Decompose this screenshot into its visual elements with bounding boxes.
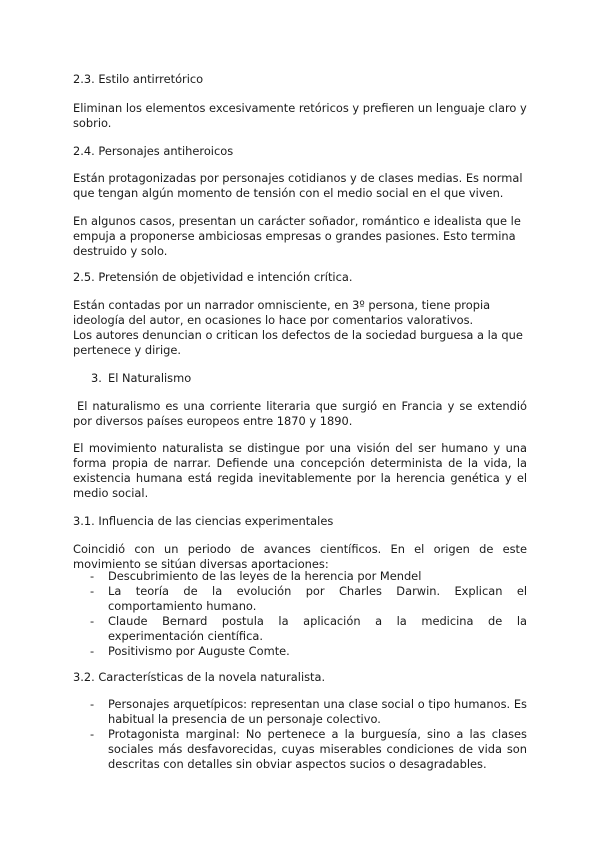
paragraph-3-a: El naturalismo es una corriente literaria que surgió en Francia y se extendió por diversos países europeos entre 1870 y 1890.	[73, 399, 527, 428]
paragraph-3-b: El movimiento naturalista se distingue por una visión del ser humano y una forma propia de narrar. Defiende una concepción determinista de la vida, la existencia humana está regida inevitablemente por la herencia genética y el medio social.	[73, 441, 527, 500]
heading-3-number: 3.	[91, 371, 102, 385]
paragraph-2-4-a: Están protagonizadas por personajes cotidianos y de clases medias. Es normal que tengan algún momento de tensión con el medio social en el que viven.	[73, 171, 523, 200]
paragraph-2-5-a: Están contadas por un narrador omnisciente, en 3º persona, tiene propia ideología del autor, en ocasiones lo hace por comentarios valorativos.	[73, 298, 491, 327]
list-item: - Claude Bernard postula la aplicación a la medicina de la experimentación científica.	[88, 614, 527, 644]
list-item: - Protagonista marginal: No pertenece a la burguesía, sino a las clases sociales más desfavorecidas, cuyas miserables condiciones de vida son descritas con detalles sin obviar aspectos sucios o desagradables.	[88, 727, 527, 772]
list-item: - Positivismo por Auguste Comte.	[88, 644, 527, 659]
heading-3-1: 3.1. Influencia de las ciencias experimentales	[73, 514, 334, 528]
heading-3-title: El Naturalismo	[108, 371, 192, 385]
heading-2-5: 2.5. Pretensión de objetividad e intención crítica.	[73, 270, 353, 284]
list-item: - Descubrimiento de las leyes de la herencia por Mendel	[88, 569, 527, 584]
list-3-1	[88, 569, 527, 659]
list-item: - Personajes arquetípicos: representan una clase social o tipo humanos. Es habitual la presencia de un personaje colectivo.	[88, 697, 527, 727]
list-item: - La teoría de la evolución por Charles Darwin. Explican el comportamiento humano.	[88, 584, 527, 614]
list-3-2	[88, 697, 527, 772]
heading-2-3: 2.3. Estilo antirretórico	[73, 72, 204, 86]
paragraph-2-3: Eliminan los elementos excesivamente retóricos y prefieren un lenguaje claro y sobrio.	[73, 101, 527, 130]
heading-2-4: 2.4. Personajes antiheroicos	[73, 144, 234, 158]
heading-3-2: 3.2. Características de la novela naturalista.	[73, 670, 326, 684]
paragraph-2-4-b: En algunos casos, presentan un carácter soñador, romántico e idealista que le empuja a proponerse ambiciosas empresas o grandes pasiones. Esto termina destruido y solo.	[73, 214, 521, 258]
paragraph-3-1-intro: Coincidió con un periodo de avances científicos. En el origen de este movimiento se sitúan diversas aportaciones:	[73, 542, 527, 571]
heading-3	[91, 371, 191, 386]
paragraph-2-5-b: Los autores denuncian o critican los defectos de la sociedad burguesa a la que pertenece y dirige.	[73, 328, 523, 357]
